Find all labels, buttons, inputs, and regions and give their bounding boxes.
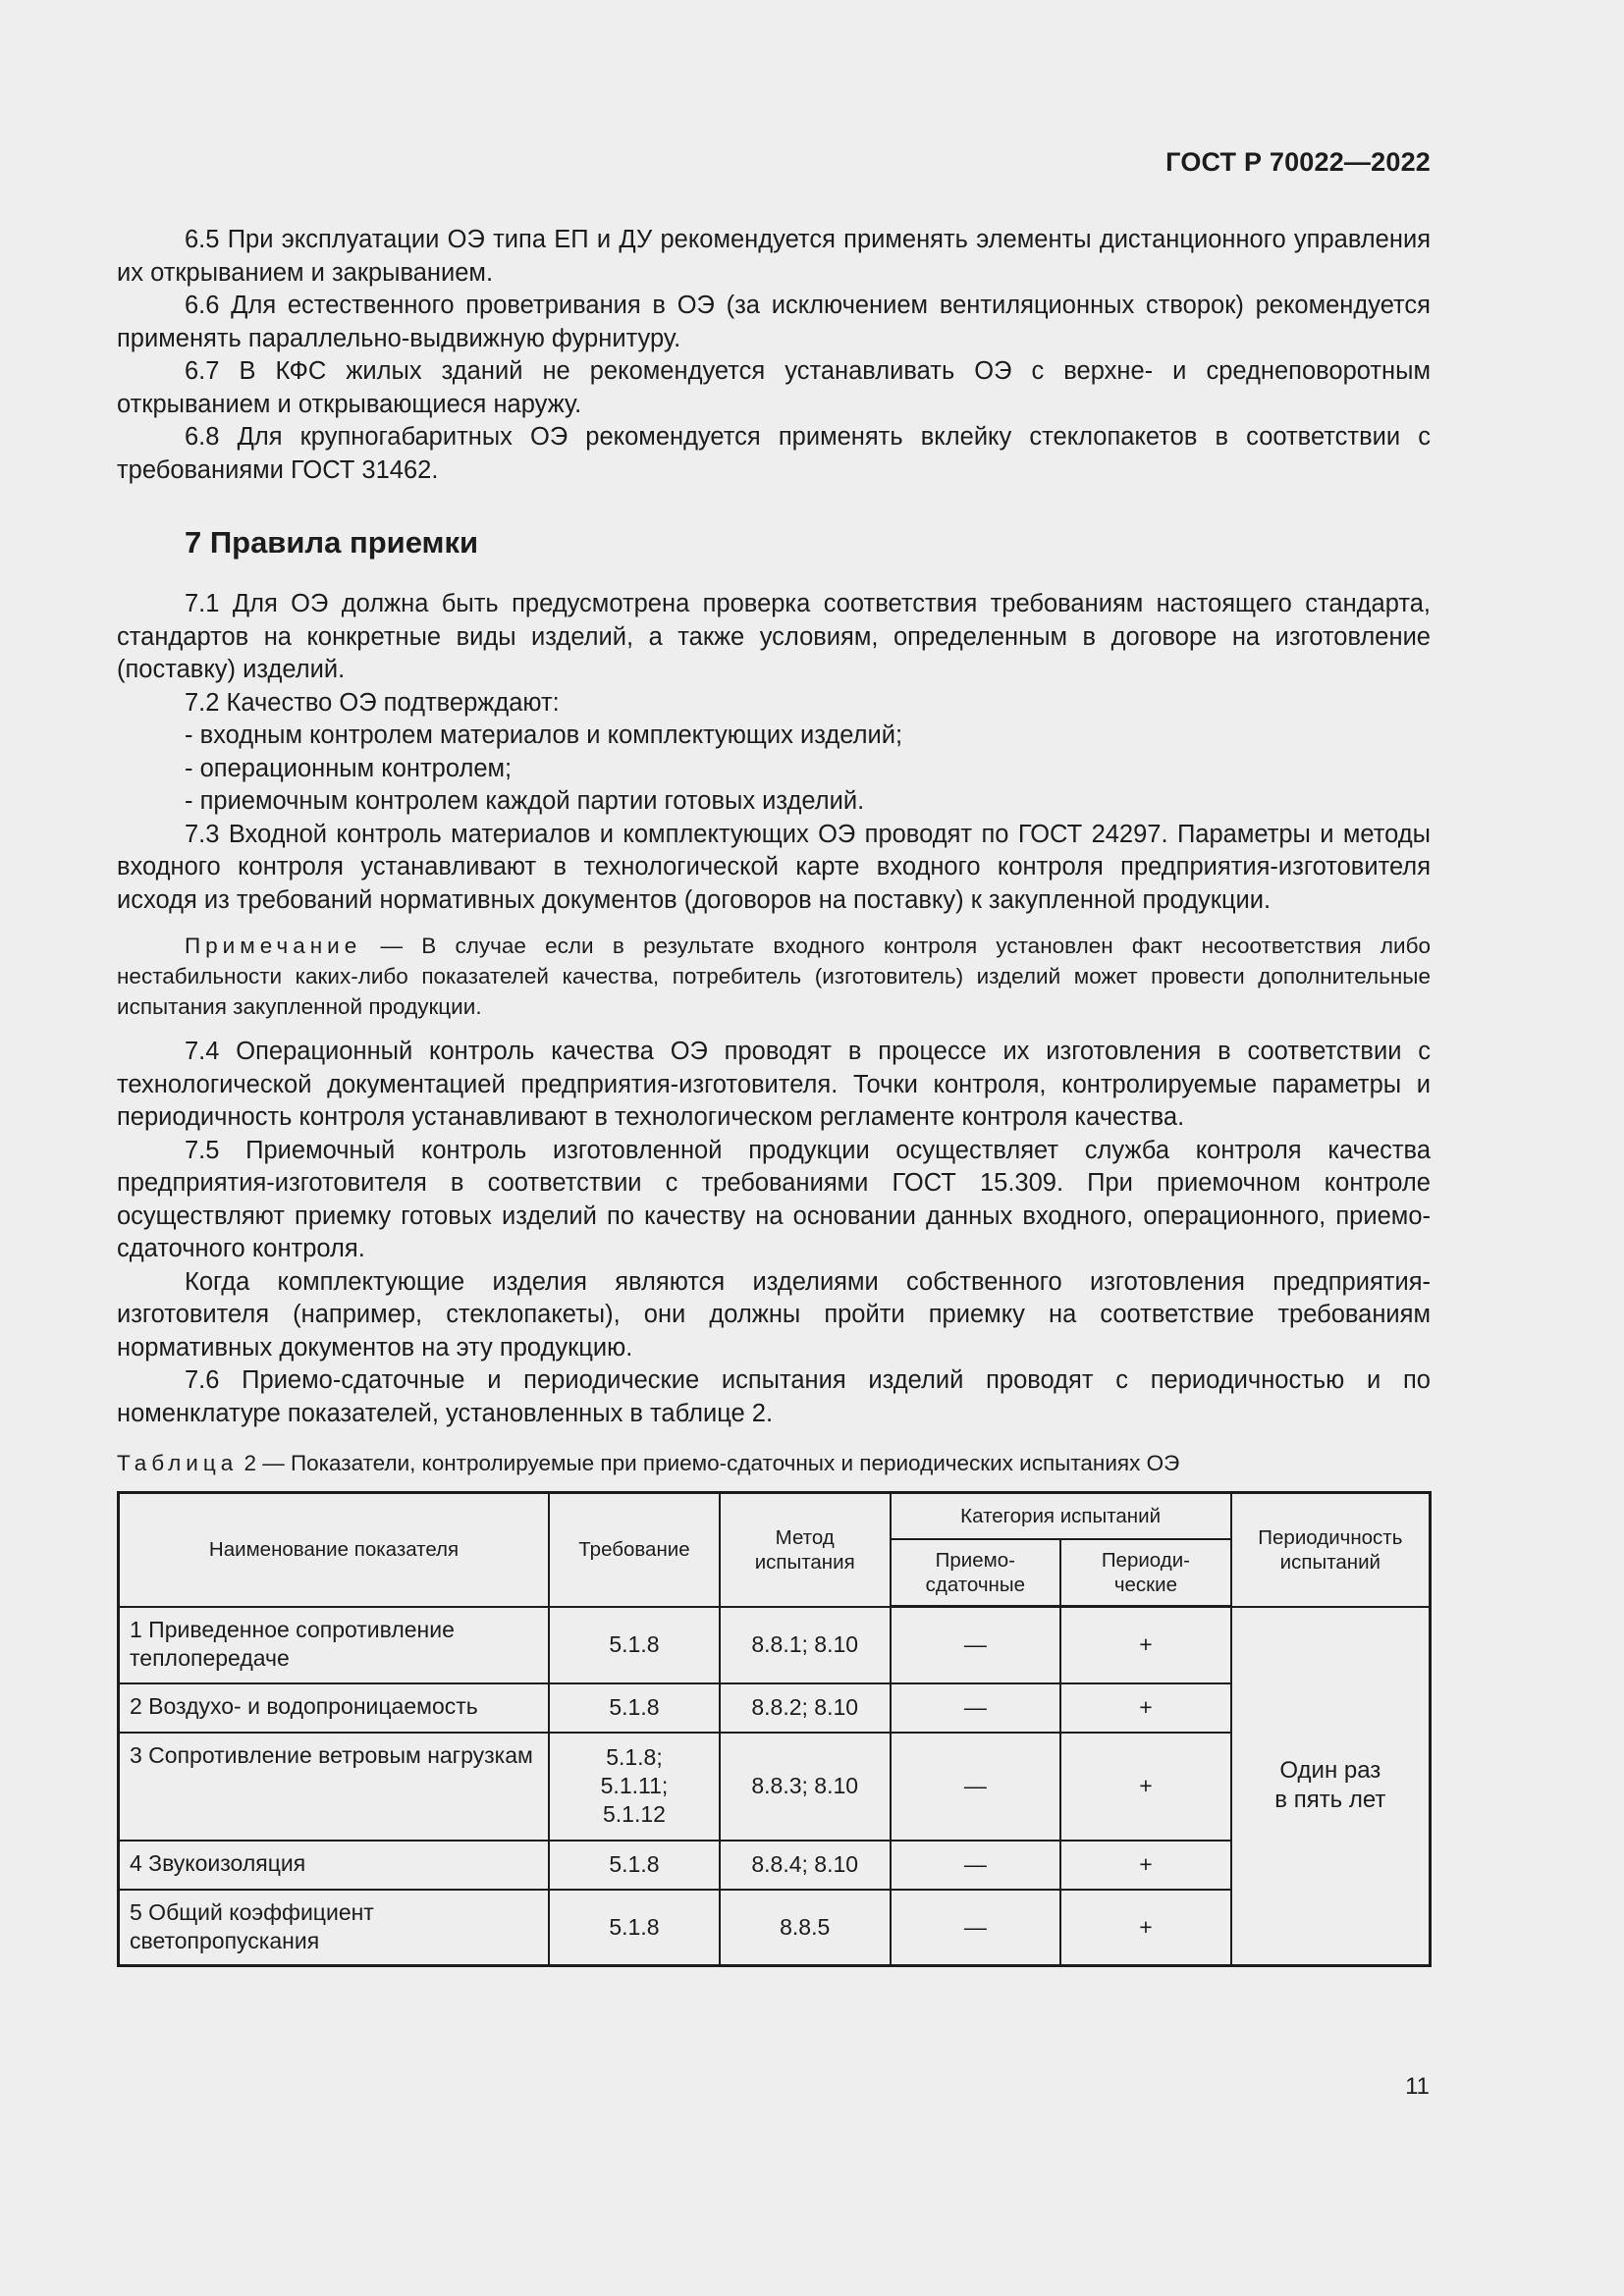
table-caption-label: Таблица (117, 1451, 239, 1475)
row-acceptance: — (891, 1841, 1061, 1890)
row-method: 8.8.3; 8.10 (720, 1733, 891, 1841)
page-content (117, 224, 1431, 1967)
paragraph-7-5: 7.5 Приемочный контроль изготовленной продукции осуществляет служба контроля качества предприятия-изготовителя в соответствии с требованиями ГОСТ 15.309. При приемочном контроле осуществляют приемку готовых изделий по качеству на основании данных входного, операционного, приемо-сдаточного контроля. (117, 1136, 1431, 1262)
paragraph-7-2: 7.2 Качество ОЭ подтверждают: (185, 688, 560, 717)
note-text: — В случае если в результате входного контроля установлен факт несоответствия либо нестабильности каких-либо показателей качества, потребитель (изготовитель) изделий может провести дополнительные испытания закупленной продукции. (117, 934, 1431, 1019)
list-item-7-2-2: - операционным контролем; (185, 754, 513, 782)
paragraph-7-5-b: Когда комплектующие изделия являются изделиями собственного изготовления предприятия-изготовителя (например, стеклопакеты), они должны пройти приемку на соответствие требованиям нормативных документов на эту продукцию. (117, 1267, 1431, 1362)
row-method: 8.8.1; 8.10 (720, 1607, 891, 1683)
header-periodicity: Периодичность испытаний (1231, 1493, 1431, 1607)
table-2 (117, 1491, 1432, 1967)
row-name: 2 Воздухо- и водопроницаемость (119, 1683, 550, 1733)
periodicity-value: Один раз в пять лет (1231, 1607, 1431, 1966)
note-7-3 (117, 931, 1431, 1022)
row-acceptance: — (891, 1733, 1061, 1841)
row-acceptance: — (891, 1607, 1061, 1683)
table-row (119, 1607, 1431, 1683)
row-acceptance: — (891, 1683, 1061, 1733)
row-acceptance: — (891, 1890, 1061, 1966)
row-periodic: + (1060, 1733, 1231, 1841)
note-label: Примечание (185, 934, 362, 958)
table-caption (117, 1450, 1431, 1477)
header-requirement: Требование (549, 1493, 720, 1607)
header-acceptance: Приемо-сдаточные (891, 1539, 1061, 1607)
section-7-heading: 7 Правила приемки (185, 525, 479, 560)
paragraph-7-4: 7.4 Операционный контроль качества ОЭ проводят в процессе их изготовления в соответствии с технологической документацией предприятия-изготовителя. Точки контроля, контролируемые параметры и периодичность контроля устанавливают в технологическом регламенте контроля качества. (117, 1038, 1431, 1131)
paragraph-6-7: 6.7 В КФС жилых зданий не рекомендуется устанавливать ОЭ с верхне- и среднеповоротным открыванием и открывающиеся наружу. (117, 357, 1431, 418)
row-periodic: + (1060, 1683, 1231, 1733)
paragraph-7-6: 7.6 Приемо-сдаточные и периодические испытания изделий проводят с периодичностью и по номенклатуре показателей, установленных в таблице 2. (117, 1366, 1431, 1427)
paragraph-7-3: 7.3 Входной контроль материалов и комплектующих ОЭ проводят по ГОСТ 24297. Параметры и методы входного контроля устанавливают в технологической карте входного контроля предприятия-изготовителя исходя из требований нормативных документов (договоров на поставку) к закупленной продукции. (117, 820, 1431, 914)
paragraph-7-1: 7.1 Для ОЭ должна быть предусмотрена проверка соответствия требованиям настоящего стандарта, стандартов на конкретные виды изделий, а также условиям, определенным в договоре на изготовление (поставку) изделий. (117, 590, 1431, 683)
list-item-7-2-1: - входным контролем материалов и комплектующих изделий; (185, 721, 903, 749)
header-name: Наименование показателя (119, 1493, 550, 1607)
list-item-7-2-3: - приемочным контролем каждой партии готовых изделий. (185, 787, 865, 815)
row-requirement: 5.1.8 (549, 1607, 720, 1683)
page-number: 11 (1405, 2073, 1430, 2100)
row-requirement: 5.1.8 (549, 1890, 720, 1966)
row-name: 1 Приведенное сопротивление теплопередаче (119, 1607, 550, 1683)
row-method: 8.8.4; 8.10 (720, 1841, 891, 1890)
paragraph-6-8: 6.8 Для крупногабаритных ОЭ рекомендуется применять вклейку стеклопакетов в соответствии с требованиями ГОСТ 31462. (117, 423, 1431, 484)
row-requirement: 5.1.8; 5.1.11; 5.1.12 (549, 1733, 720, 1841)
row-name: 3 Сопротивление ветровым нагрузкам (119, 1733, 550, 1841)
row-method: 8.8.5 (720, 1890, 891, 1966)
row-requirement: 5.1.8 (549, 1683, 720, 1733)
row-periodic: + (1060, 1841, 1231, 1890)
table-caption-text: 2 — Показатели, контролируемые при приемо-сдаточных и периодических испытаниях ОЭ (238, 1451, 1180, 1475)
row-periodic: + (1060, 1607, 1231, 1683)
row-method: 8.8.2; 8.10 (720, 1683, 891, 1733)
row-name: 5 Общий коэффициент светопропускания (119, 1890, 550, 1966)
paragraph-6-5: 6.5 При эксплуатации ОЭ типа ЕП и ДУ рекомендуется применять элементы дистанционного управления их открыванием и закрыванием. (117, 226, 1431, 287)
paragraph-6-6: 6.6 Для естественного проветривания в ОЭ (за исключением вентиляционных створок) рекомендуется применять параллельно-выдвижную фурнитуру. (117, 292, 1431, 352)
header-periodic: Периоди-ческие (1060, 1539, 1231, 1607)
row-name: 4 Звукоизоляция (119, 1841, 550, 1890)
header-method: Метод испытания (720, 1493, 891, 1607)
document-code: ГОСТ Р 70022—2022 (1165, 147, 1431, 177)
header-category: Категория испытаний (891, 1493, 1231, 1539)
row-periodic: + (1060, 1890, 1231, 1966)
row-requirement: 5.1.8 (549, 1841, 720, 1890)
